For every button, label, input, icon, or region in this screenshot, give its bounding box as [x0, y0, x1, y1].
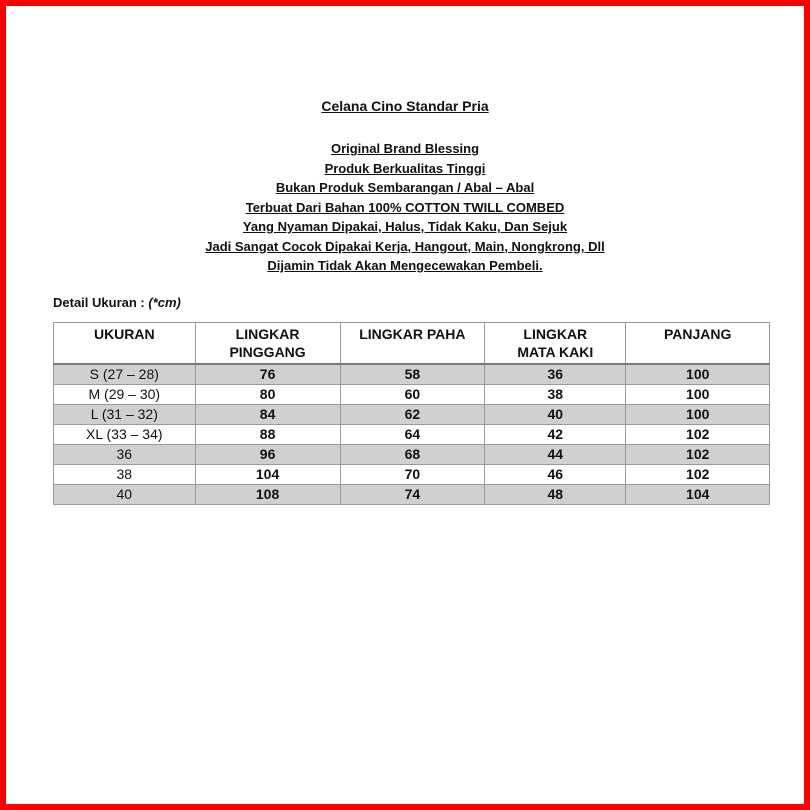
- feature-line: Terbuat Dari Bahan 100% COTTON TWILL COMBED: [245, 199, 565, 215]
- ankle-cell: 44: [485, 445, 626, 465]
- waist-cell: 84: [195, 405, 340, 425]
- size-cell: 36: [54, 445, 196, 465]
- length-cell: 104: [626, 485, 770, 505]
- feature-line: Dijamin Tidak Akan Mengecewakan Pembeli.: [267, 258, 543, 273]
- table-row: [54, 364, 770, 385]
- feature-line: Yang Nyaman Dipakai, Halus, Tidak Kaku, Dan Sejuk: [242, 219, 568, 234]
- ankle-cell: 36: [485, 364, 626, 385]
- length-cell: 102: [626, 465, 770, 485]
- thigh-cell: 60: [340, 385, 485, 405]
- size-cell: XL (33 – 34): [54, 425, 196, 445]
- ankle-cell: 38: [485, 385, 626, 405]
- length-cell: 100: [626, 364, 770, 385]
- table-header-row: [54, 323, 770, 365]
- feature-line: Produk Berkualitas Tinggi: [324, 160, 486, 176]
- size-cell: S (27 – 28): [54, 364, 196, 385]
- table-row: [54, 465, 770, 485]
- feature-line: Original Brand Blessing: [330, 141, 480, 156]
- feature-list: [0, 139, 810, 276]
- length-cell: 100: [626, 385, 770, 405]
- waist-cell: 88: [195, 425, 340, 445]
- table-row: [54, 385, 770, 405]
- product-title: Celana Cino Standar Pria: [321, 98, 489, 114]
- thigh-cell: 58: [340, 364, 485, 385]
- header-panjang: [626, 323, 770, 365]
- size-cell: M (29 – 30): [54, 385, 196, 405]
- size-cell: 40: [54, 485, 196, 505]
- waist-cell: 76: [195, 364, 340, 385]
- waist-cell: 104: [195, 465, 340, 485]
- feature-line: Bukan Produk Sembarangan / Abal – Abal: [275, 180, 535, 195]
- thigh-cell: 64: [340, 425, 485, 445]
- waist-cell: 80: [195, 385, 340, 405]
- header-line: PINGGANG: [229, 344, 306, 360]
- header-lingkar-paha: [340, 323, 485, 365]
- detail-unit-text: (*cm): [148, 295, 181, 310]
- header-line: MATA KAKI: [517, 344, 594, 360]
- table-row: [54, 485, 770, 505]
- thigh-cell: 68: [340, 445, 485, 465]
- detail-label-text: Detail Ukuran :: [53, 295, 149, 310]
- table-row: [54, 445, 770, 465]
- waist-cell: 96: [195, 445, 340, 465]
- size-cell: 38: [54, 465, 196, 485]
- feature-line: Jadi Sangat Cocok Dipakai Kerja, Hangout, Main, Nongkrong, Dll: [205, 238, 605, 254]
- table-row: [54, 405, 770, 425]
- length-cell: 102: [626, 445, 770, 465]
- header-line: UKURAN: [93, 326, 155, 342]
- table-row: [54, 425, 770, 445]
- size-table: [53, 322, 770, 505]
- ankle-cell: 42: [485, 425, 626, 445]
- header-line: LINGKAR: [235, 326, 300, 342]
- ankle-cell: 48: [485, 485, 626, 505]
- ankle-cell: 40: [485, 405, 626, 425]
- length-cell: 100: [626, 405, 770, 425]
- header-line: LINGKAR PAHA: [359, 326, 466, 342]
- thigh-cell: 74: [340, 485, 485, 505]
- size-detail-label: [53, 295, 181, 310]
- header-ukuran: [54, 323, 196, 365]
- thigh-cell: 62: [340, 405, 485, 425]
- header-lingkar-pinggang: [195, 323, 340, 365]
- size-cell: L (31 – 32): [54, 405, 196, 425]
- header-lingkar-mata-kaki: [485, 323, 626, 365]
- length-cell: 102: [626, 425, 770, 445]
- waist-cell: 108: [195, 485, 340, 505]
- thigh-cell: 70: [340, 465, 485, 485]
- header-line: PANJANG: [664, 326, 732, 342]
- header-line: LINGKAR: [523, 326, 588, 342]
- ankle-cell: 46: [485, 465, 626, 485]
